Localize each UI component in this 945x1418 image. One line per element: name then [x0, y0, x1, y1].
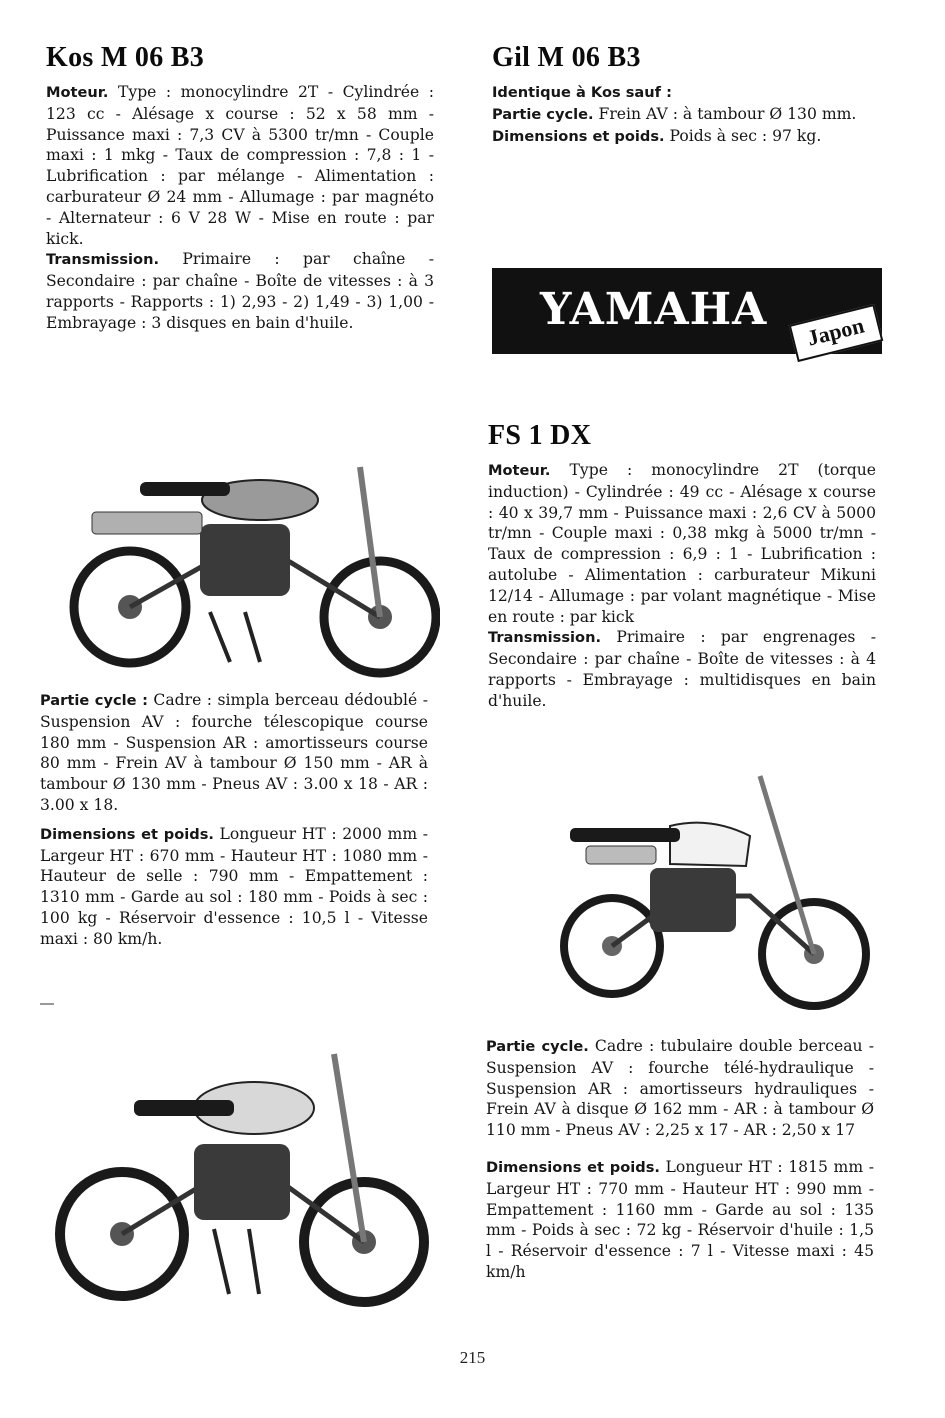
kos-transmission-label: Transmission. — [46, 251, 160, 269]
fs-motorcycle-photo — [550, 756, 870, 1018]
fs-dims-label: Dimensions et poids. — [486, 1158, 660, 1176]
gil-dims — [492, 126, 880, 148]
fs-dims — [486, 1157, 874, 1283]
kos-cycle-text: Cadre : simpla berceau dédoublé - Suspension AV : fourche télescopique course 180 mm - Suspension AR : amortisseurs course 80 mm - Frein AV à tambour Ø 150 mm - AR à tambour Ø 130 mm - Pneus AV : 3.00 x 18 - AR : 3.00 x 18. — [40, 691, 428, 814]
gil-motorcycle-photo — [44, 1014, 434, 1310]
fs-cycle-text: Cadre : tubulaire double berceau - Suspension AV : fourche télé-hydraulique - Suspension AR : amortisseurs hydrauliques - Frein AV à disque Ø 162 mm - AR : à tambour Ø 110 mm - Pneus AV : 2,25 x 17 - AR : 2,50 x 17 — [486, 1037, 874, 1140]
page-number: 215 — [459, 1348, 486, 1367]
fs-moteur-label: Moteur. — [488, 462, 551, 479]
motorcycle-icon — [44, 1014, 434, 1310]
fs-dims-text: Longueur HT : 1815 mm - Largeur HT : 770 mm - Hauteur HT : 990 mm - Empattement : 1160 mm - Garde au sol : 135 mm - Poids à sec : 72 kg - Réservoir d'huile : 1,5 l - Réservoir d'essence : 7 l - Vitesse maxi : 45 km/h — [486, 1157, 875, 1281]
gil-title: Gil M 06 B3 — [492, 42, 641, 73]
kos-moteur-label: Moteur. — [46, 84, 109, 101]
fs-transmission-text: Primaire : par engrenages - Secondaire : par chaîne - Boîte de vitesses : à 4 rapports - Embrayage : multidisques en bain d'huile. — [488, 628, 876, 710]
yamaha-logo — [492, 268, 882, 354]
fs-title: FS 1 DX — [488, 420, 592, 451]
kos-dims-label: Dimensions et poids. — [40, 825, 214, 843]
fs-transmission — [488, 627, 876, 711]
kos-moteur — [46, 82, 434, 249]
motorcycle-icon — [60, 412, 440, 684]
gil-cycle-text: Frein AV : à tambour Ø 130 mm. — [593, 104, 857, 123]
fs-section — [488, 420, 876, 712]
kos-motorcycle-photo — [60, 412, 440, 684]
kos-dims — [40, 824, 428, 950]
gil-dims-text: Poids à sec : 97 kg. — [664, 126, 822, 145]
japon-label: Japon — [789, 304, 884, 362]
kos-section — [46, 42, 434, 334]
gil-cycle — [492, 104, 880, 126]
kos-transmission-text: Primaire : par chaîne - Secondaire : par chaîne - Boîte de vitesses : à 3 rapports - Rapports : 1) 2,93 - 2) 1,49 - 3) 1,00 - Embrayage : 3 disques en bain d'huile. — [46, 250, 434, 332]
motorcycle-icon — [550, 756, 870, 1018]
fs-moteur-text: Type : monocylindre 2T (torque induction) - Cylindrée : 49 cc - Alésage x course : 40 x 39,7 mm - Puissance maxi : 2,6 CV à 5000 tr/mn - Couple maxi : 0,38 mkg à 5000 tr/mn - Taux de compression : 6,9 : 1 - Lubrification : autolube - Alimentation : carburateur Mikuni 12/14 - Allumage : par volant magnétique - Mise en route : par kick — [488, 461, 876, 626]
kos-title: Kos M 06 B3 — [46, 42, 205, 73]
kos-cycle — [40, 690, 428, 816]
kos-cycle-label: Partie cycle : — [40, 692, 148, 709]
kos-moteur-text: Type : monocylindre 2T - Cylindrée : 123 cc - Alésage x course : 52 x 58 mm - Puissance maxi : 7,3 CV à 5300 tr/mn - Couple maxi : 1 mkg - Taux de compression : 7,8 : 1 - Lubrification : par mélange - Alimentation : carburateur Ø 24 mm - Allumage : par magnéto - Alternateur : 6 V 28 W - Mise en route : par kick. — [46, 83, 434, 248]
gil-identique — [492, 82, 880, 104]
fs-moteur — [488, 460, 876, 627]
kos-transmission — [46, 249, 434, 333]
gil-section — [492, 42, 880, 147]
divider — [40, 1003, 54, 1005]
fs-cycle — [486, 1036, 874, 1141]
gil-dims-label: Dimensions et poids. — [492, 127, 665, 145]
gil-identique-label: Identique à Kos sauf : — [492, 84, 672, 101]
fs-transmission-label: Transmission. — [488, 629, 602, 647]
kos-dims-text: Longueur HT : 2000 mm - Largeur HT : 670 mm - Hauteur HT : 1080 mm - Hauteur de selle : 790 mm - Empattement : 1310 mm - Garde au sol : 180 mm - Poids à sec : 100 kg - Réservoir d'essence : 10,5 l - Vitesse maxi : 80 km/h. — [40, 824, 429, 948]
gil-cycle-label: Partie cycle. — [492, 105, 594, 123]
yamaha-logo-text: YAMAHA — [540, 284, 768, 335]
fs-specs — [486, 1036, 874, 1283]
kos-specs — [40, 690, 428, 950]
fs-cycle-label: Partie cycle. — [486, 1038, 589, 1055]
